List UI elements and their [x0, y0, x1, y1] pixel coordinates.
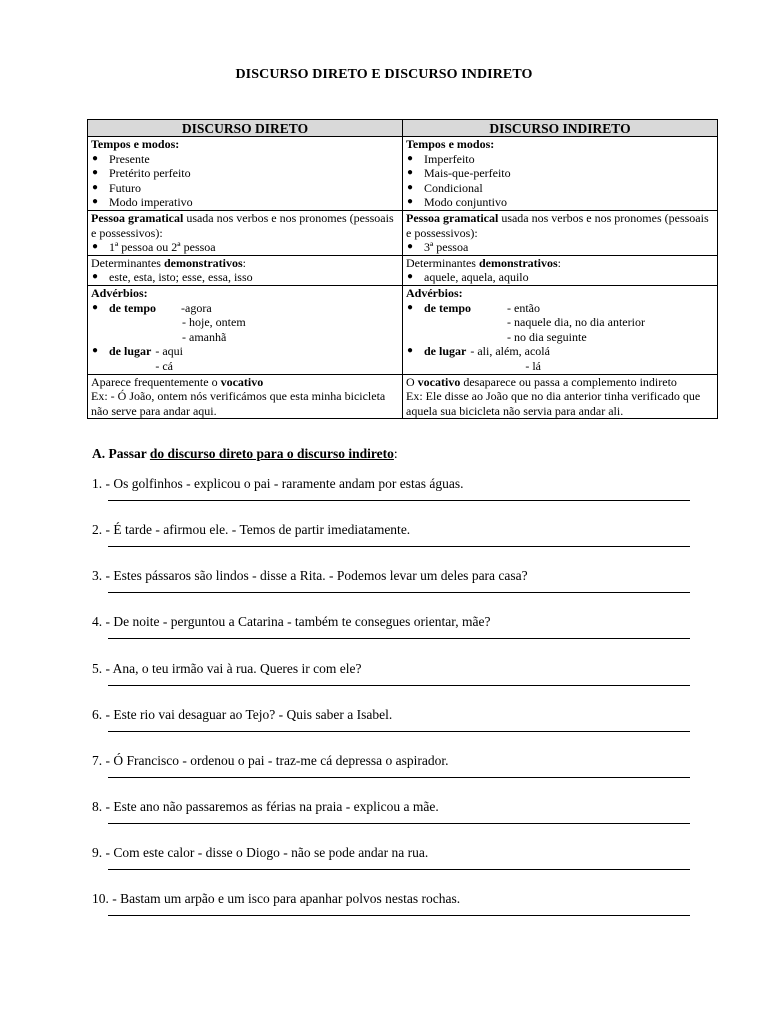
bullet-icon: ●	[92, 241, 99, 253]
answer-line[interactable]	[108, 685, 690, 686]
answer-line[interactable]	[108, 500, 690, 501]
answer-line[interactable]	[108, 915, 690, 916]
tempos-list	[406, 152, 714, 210]
bullet-icon: ●	[92, 301, 99, 313]
section-title: A. Passar do discurso direto para o discurso indireto:	[92, 446, 398, 461]
adverbios-list	[91, 301, 399, 374]
table-row-adverbios	[88, 285, 718, 374]
list-item: ● Modo imperativo	[92, 195, 193, 210]
list-item	[91, 301, 399, 345]
table-row-tempos	[88, 137, 718, 211]
vocativo-example: Ex: Ele disse ao João que no dia anterior tinha verificado que aquela sua bicicleta não servia para andar ali.	[406, 389, 701, 418]
exercise-item	[92, 799, 692, 815]
answer-line[interactable]	[108, 592, 690, 593]
bullet-icon: ●	[407, 152, 414, 164]
bullet-icon: ●	[407, 271, 414, 283]
bullet-icon: ●	[92, 181, 99, 193]
list-item: ● aquele, aquela, aquilo	[407, 270, 529, 285]
list-item	[406, 344, 714, 373]
list-item: ● Imperfeito	[407, 151, 475, 166]
list-item	[406, 301, 714, 345]
exercise-sentence: 10. - Bastam um arpão e um isco para apanhar polvos nestas rochas.	[92, 891, 461, 906]
determinantes-label: Determinantes demonstrativos:	[406, 255, 561, 270]
answer-line[interactable]	[108, 638, 690, 639]
exercise-sentence: 3. - Estes pássaros são lindos - disse a Rita. - Podemos levar um deles para casa?	[92, 568, 528, 583]
adverbio-tempo-key: de tempo	[424, 300, 471, 315]
adverbio-lugar-values: - ali, além, acolá - lá	[470, 344, 550, 373]
vocativo-text: Aparece frequentemente o vocativo	[91, 374, 264, 389]
bullet-icon: ●	[92, 271, 99, 283]
vocativo-text: O vocativo desaparece ou passa a complemento indireto	[406, 374, 677, 389]
determinantes-label: Determinantes demonstrativos:	[91, 255, 246, 270]
pessoa-text: Pessoa gramatical usada nos verbos e nos pronomes (pessoais e possessivos):	[406, 210, 709, 240]
list-item: ● este, esta, isto; esse, essa, isso	[92, 270, 253, 285]
adverbio-lugar-values: - aqui - cá	[155, 344, 183, 373]
exercise-item	[92, 476, 692, 492]
exercise-sentence: 5. - Ana, o teu irmão vai à rua. Queres ir com ele?	[92, 661, 362, 676]
pessoa-text: Pessoa gramatical usada nos verbos e nos pronomes (pessoais e possessivos):	[91, 210, 394, 240]
answer-line[interactable]	[108, 546, 690, 547]
bullet-icon: ●	[407, 181, 414, 193]
adverbios-label: Advérbios:	[406, 285, 463, 300]
adverbio-tempo-values: - então - naquele dia, no dia anterior - no dia seguinte	[507, 300, 645, 344]
cell-indireto-pessoa	[403, 210, 718, 255]
pessoa-list	[91, 240, 399, 255]
exercise-item	[92, 845, 692, 861]
exercise-sentence: 8. - Este ano não passaremos as férias na praia - explicou a mãe.	[92, 799, 439, 814]
bullet-icon: ●	[407, 301, 414, 313]
list-item: ● Presente	[92, 151, 150, 166]
adverbios-list	[406, 301, 714, 374]
adverbios-label: Advérbios:	[91, 285, 148, 300]
determinantes-list	[91, 270, 399, 285]
exercise-item	[92, 522, 692, 538]
cell-direto-vocativo	[88, 374, 403, 419]
list-item: ● 1ª pessoa ou 2ª pessoa	[92, 240, 216, 255]
list-item: ● Pretérito perfeito	[92, 166, 191, 181]
list-item: ● 3ª pessoa	[407, 240, 469, 255]
cell-indireto-adverbios	[403, 285, 718, 374]
table-row-pessoa	[88, 210, 718, 255]
bullet-icon: ●	[92, 167, 99, 179]
cell-indireto-tempos	[403, 137, 718, 211]
table-row-vocativo	[88, 374, 718, 419]
cell-direto-pessoa	[88, 210, 403, 255]
bullet-icon: ●	[407, 241, 414, 253]
table-header-row	[88, 120, 718, 137]
adverbio-tempo-values: -agora - hoje, ontem - amanhã	[181, 300, 246, 344]
exercise-sentence: 4. - De noite - perguntou a Catarina - também te consegues orientar, mãe?	[92, 614, 491, 629]
list-item: ● Mais-que-perfeito	[407, 166, 511, 181]
exercise-item	[92, 661, 692, 677]
exercise-sentence: 7. - Ó Francisco - ordenou o pai - traz-me cá depressa o aspirador.	[92, 753, 449, 768]
bullet-icon: ●	[407, 167, 414, 179]
adverbio-lugar-key: de lugar	[424, 344, 467, 359]
cell-direto-tempos	[88, 137, 403, 211]
bullet-icon: ●	[407, 196, 414, 208]
answer-line[interactable]	[108, 777, 690, 778]
tempos-label: Tempos e modos:	[91, 137, 180, 151]
list-item	[91, 344, 399, 373]
list-item: ● Condicional	[407, 180, 483, 195]
exercise-sentence: 2. - É tarde - afirmou ele. - Temos de partir imediatamente.	[92, 522, 411, 537]
exercise-item	[92, 891, 692, 907]
tempos-list	[91, 152, 399, 210]
bullet-icon: ●	[407, 345, 414, 357]
exercise-sentence: 6. - Este rio vai desaguar ao Tejo? - Quis saber a Isabel.	[92, 707, 393, 722]
bullet-icon: ●	[92, 345, 99, 357]
adverbio-tempo-key: de tempo	[109, 300, 156, 315]
list-item: ● Modo conjuntivo	[407, 195, 507, 210]
adverbio-lugar-key: de lugar	[109, 344, 152, 359]
page-title: DISCURSO DIRETO E DISCURSO INDIRETO	[235, 67, 533, 82]
tempos-label: Tempos e modos:	[406, 137, 495, 151]
bullet-icon: ●	[92, 196, 99, 208]
determinantes-list	[406, 270, 714, 285]
header-direto: DISCURSO DIRETO	[88, 120, 403, 137]
comparison-table	[87, 119, 718, 419]
pessoa-list	[406, 240, 714, 255]
bullet-icon: ●	[92, 152, 99, 164]
exercise-sentence: 9. - Com este calor - disse o Diogo - não se pode andar na rua.	[92, 845, 429, 860]
exercise-item	[92, 753, 692, 769]
table-row-determinantes	[88, 255, 718, 285]
cell-direto-determinantes	[88, 255, 403, 285]
answer-line[interactable]	[108, 823, 690, 824]
cell-indireto-vocativo	[403, 374, 718, 419]
cell-direto-adverbios	[88, 285, 403, 374]
exercise-item	[92, 614, 692, 630]
answer-line[interactable]	[108, 731, 690, 732]
vocativo-example: Ex: - Ó João, ontem nós verificámos que esta minha bicicleta não serve para andar aqui.	[91, 389, 386, 418]
exercise-sentence: 1. - Os golfinhos - explicou o pai - raramente andam por estas águas.	[92, 476, 464, 491]
exercise-item	[92, 707, 692, 723]
header-indireto: DISCURSO INDIRETO	[403, 120, 718, 137]
exercise-item	[92, 568, 692, 584]
answer-line[interactable]	[108, 869, 690, 870]
list-item: ● Futuro	[92, 180, 142, 195]
cell-indireto-determinantes	[403, 255, 718, 285]
